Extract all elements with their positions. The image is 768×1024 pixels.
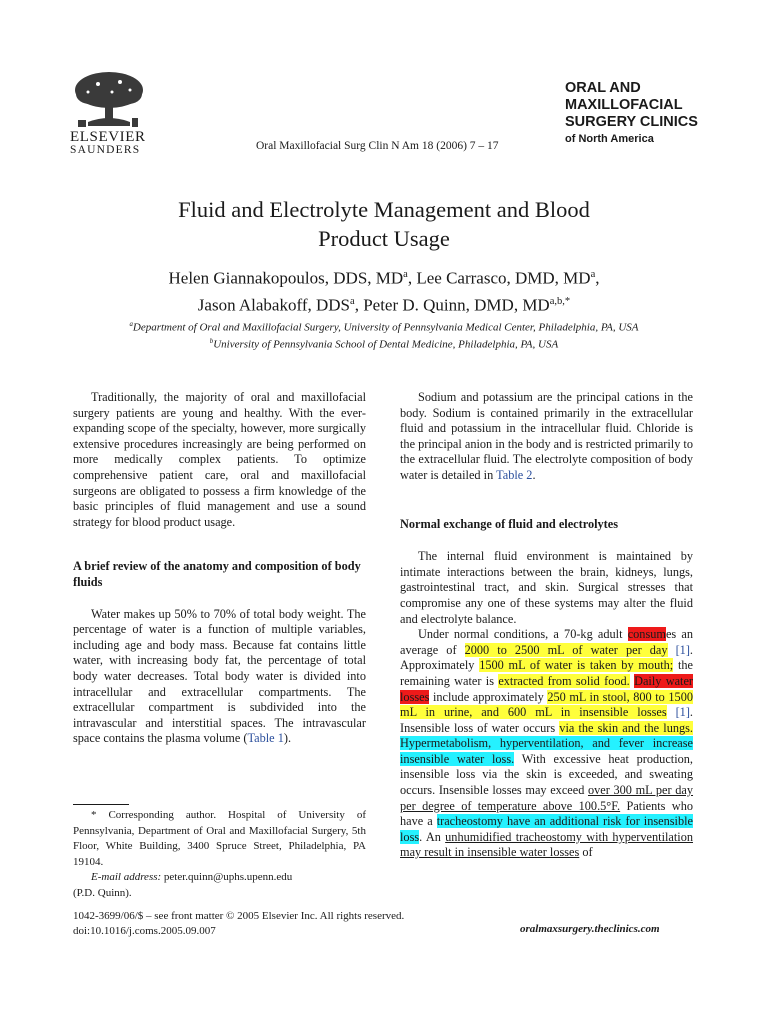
- article-title: [80, 195, 688, 253]
- author-list: [80, 263, 688, 316]
- body-paragraph: [400, 390, 693, 484]
- author-affiliation-mark: a: [403, 269, 408, 280]
- paragraph-text: Sodium and potassium are the principal cations in the body. Sodium is contained primarily in the extracellular fluid and potassium in the intracellular fluid. Chloride is the principal anion in the body and is restricted primarily to the extracellular fluid. The electrolyte composition of body water is detailed in: [400, 390, 693, 482]
- footnote-rule: [73, 804, 129, 805]
- body-paragraph: The internal fluid environment is maintained by intimate interactions between the brain, kidneys, lungs, gastrointestinal tract, and skin. Surgical stresses that compromise any one of these systems may alter the fluid and electrolyte balance.: [400, 549, 693, 626]
- underlined-text: over 300 mL per day per degree of temperature above 100.5°F.: [400, 783, 694, 813]
- section-heading: A brief review of the anatomy and composition of body fluids: [73, 559, 361, 589]
- footnote-email-line: [73, 870, 366, 886]
- email-address[interactable]: peter.quinn@uphs.upenn.edu: [163, 871, 293, 883]
- reference-link[interactable]: [1]: [675, 642, 690, 657]
- yellow-highlight: 1500 mL of water is taken by mouth;: [479, 658, 674, 673]
- author-name: Lee Carrasco, DMD, MD: [416, 268, 591, 288]
- affiliation-line: [70, 335, 698, 352]
- paragraph-text: Under normal conditions, a 70-kg adult: [418, 627, 628, 642]
- article-title-line: Product Usage: [318, 226, 450, 251]
- footnote-name: (P.D. Quinn).: [73, 886, 132, 899]
- author-separator: ,: [407, 268, 417, 288]
- affiliation-text: University of Pennsylvania School of Dental Medicine, Philadelphia, PA, USA: [213, 338, 559, 351]
- reference-link[interactable]: [1]: [675, 705, 690, 720]
- affiliation-line: [70, 318, 698, 335]
- paragraph-text: [668, 643, 676, 657]
- affiliation-text: Department of Oral and Maxillofacial Surgery, University of Pennsylvania Medical Center, Philadelphia, PA, USA: [132, 321, 639, 334]
- doi-line[interactable]: doi:10.1016/j.coms.2005.09.007: [73, 925, 216, 937]
- paragraph-text: [667, 705, 676, 719]
- underlined-text: unhumidified tracheostomy with hyperventilation may result in insensible water losses: [400, 829, 693, 860]
- paragraph-text: the remaining water is: [400, 658, 693, 688]
- publisher-name: ELSEVIER: [70, 129, 146, 145]
- right-column: [400, 390, 693, 861]
- paragraph-text: Patients who have a: [400, 798, 693, 829]
- affiliation-mark: b: [209, 337, 214, 345]
- paragraph-text: . Insensible loss of water occurs: [400, 705, 693, 735]
- affiliation-mark: a: [129, 321, 133, 328]
- yellow-highlight: extracted from solid food.: [498, 673, 630, 688]
- article-title-line: Fluid and Electrolyte Management and Blood: [178, 197, 590, 222]
- journal-title-line: ORAL AND: [565, 80, 641, 96]
- elsevier-tree-logo: [68, 70, 150, 132]
- author-affiliation-mark: a,b,*: [549, 295, 571, 307]
- author-separator: ,: [595, 268, 600, 288]
- table-2-link[interactable]: Table 2: [496, 467, 533, 482]
- cyan-highlight: Hypermetabolism, hyperventilation, and fever increase insensible water loss.: [400, 736, 693, 766]
- journal-website[interactable]: oralmaxsurgery.theclinics.com: [520, 923, 660, 935]
- paragraph-text: . An: [419, 829, 446, 844]
- paragraph-text: ).: [283, 731, 292, 746]
- publisher-imprint: SAUNDERS: [70, 144, 141, 156]
- journal-subtitle: of North America: [565, 133, 654, 145]
- red-highlight: Daily water losses: [400, 673, 694, 704]
- issn-line: 1042-3699/06/$ – see front matter © 2005 Elsevier Inc. All rights reserved.: [73, 910, 405, 922]
- yellow-highlight: 250 mL in stool, 800 to 1500 mL in urine, and 600 mL in insensible losses: [400, 689, 693, 720]
- journal-title-line: SURGERY CLINICS: [565, 114, 698, 130]
- paragraph-text: .: [532, 467, 536, 482]
- author-affiliation-mark: a: [590, 269, 596, 280]
- journal-citation: Oral Maxillofacial Surg Clin N Am 18 (2006) 7 – 17: [256, 140, 499, 152]
- paragraph-text: . Approximately: [400, 642, 693, 673]
- yellow-highlight: 2000 to 2500 mL of water per day: [464, 642, 668, 657]
- author-affiliation-mark: a: [350, 295, 355, 307]
- intro-paragraph: Traditionally, the majority of oral and maxillofacial surgery patients are young and healthy. With the ever-expanding scope of the specialty, however, more surgically extensive procedures increasingly are being performed on more medically complex patients. To optimize comprehensive patient care, oral and maxillofacial surgeons are obligated to possess a firm knowledge of the basic principles of fluid management and use a sound strategy for blood product usage.: [73, 390, 366, 529]
- paragraph-text: include approximately: [429, 689, 548, 704]
- cyan-highlight: tracheostomy have an additional risk for insensible loss: [400, 814, 693, 844]
- copyright-block: [73, 909, 404, 939]
- body-paragraph: [73, 607, 366, 747]
- footnote-text: * Corresponding author. Hospital of University of Pennsylvania, Department of Oral and Maxillofacial Surgery, 5th Floor, White Building, 3400 Spruce Street, Philadelphia, PA 19104.: [73, 809, 366, 868]
- journal-title-line: MAXILLOFACIAL: [565, 97, 683, 113]
- journal-title: [565, 80, 698, 148]
- paragraph-text: Water makes up 50% to 70% of total body weight. The percentage of water is a function of multiple variables, including age and body mass. Because fat contains little water, with increasing body fat, the percentage of total body water decreases. Total body water is divided into intracellular and extracellular compartments. The extracellular compartment is subdivided into the intravascular and interstitial spaces. The intravascular space contains the plasma volume (: [73, 606, 366, 746]
- highlighted-paragraph: [400, 627, 693, 861]
- paragraph-text: of: [579, 845, 593, 860]
- email-label: E-mail address:: [91, 871, 162, 883]
- paragraph-text: es an average of: [400, 627, 693, 657]
- author-name: Jason Alabakoff, DDS: [197, 295, 350, 315]
- table-1-link[interactable]: Table 1: [247, 731, 284, 746]
- yellow-highlight: via the skin and the lungs.: [559, 720, 693, 735]
- author-name: Helen Giannakopoulos, DDS, MD: [168, 268, 404, 288]
- author-separator: ,: [354, 295, 364, 315]
- section-heading: Normal exchange of fluid and electrolytes: [400, 516, 619, 531]
- author-name: Peter D. Quinn, DMD, MD: [363, 295, 550, 315]
- paragraph-text: With excessive heat production, insensible loss via the skin is exceeded, and sweating occurs. Insensible losses may exceed: [400, 751, 693, 798]
- left-column: [73, 390, 366, 747]
- corresponding-author-footnote: [73, 808, 366, 901]
- red-highlight: consum: [627, 627, 666, 642]
- affiliations: [70, 318, 698, 351]
